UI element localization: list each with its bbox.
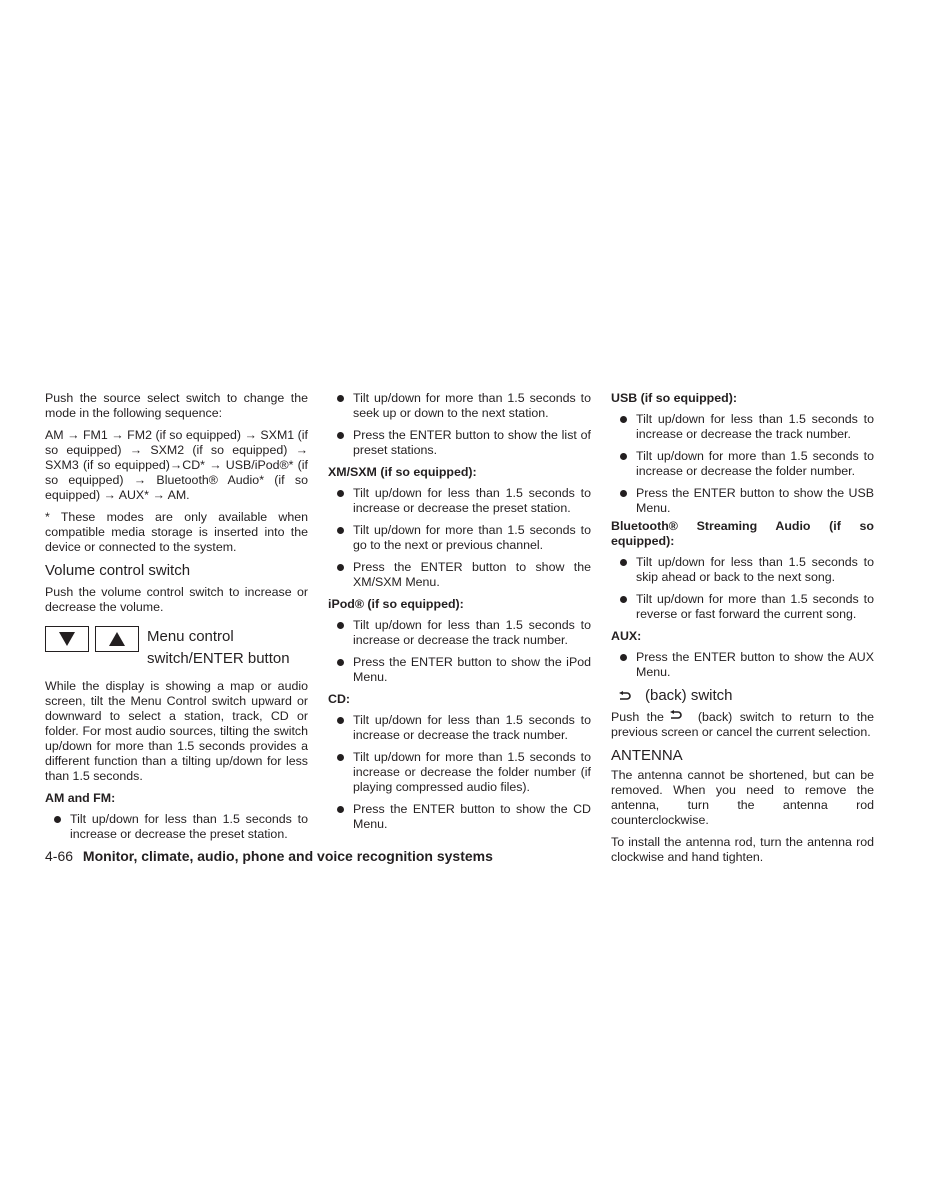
xm-heading: XM/SXM (if so equipped):	[328, 465, 477, 479]
list-item: Tilt up/down for less than 1.5 seconds to increase or decrease the track number.	[328, 713, 591, 743]
back-switch-heading	[611, 687, 874, 705]
column-1	[45, 391, 308, 849]
back-arrow-icon	[670, 710, 682, 721]
ipod-heading: iPod® (if so equipped):	[328, 597, 464, 611]
list-item: Press the ENTER button to show the CD Menu.	[328, 802, 591, 832]
down-triangle-icon	[58, 631, 76, 647]
list-item: Press the ENTER button to show the USB Menu.	[611, 486, 874, 516]
modes-note: * These modes are only available when compatible media storage is inserted into the device or connected to the system.	[45, 510, 308, 554]
amfm-list-1	[45, 812, 308, 842]
list-item: Press the ENTER button to show the XM/SXM Menu.	[328, 560, 591, 590]
menu-title-line2: switch/ENTER button	[147, 650, 290, 667]
up-triangle-icon	[108, 631, 126, 647]
volume-text: Push the volume control switch to increase or decrease the volume.	[45, 585, 308, 614]
back-arrow-icon	[619, 691, 631, 702]
usb-heading: USB (if so equipped):	[611, 391, 737, 405]
aux-list	[611, 650, 874, 680]
amfm-heading: AM and FM:	[45, 791, 116, 805]
list-item: Press the ENTER button to show the list of preset stations.	[328, 428, 591, 458]
list-item: Tilt up/down for more than 1.5 seconds to reverse or fast forward the current song.	[611, 592, 874, 622]
list-item: Tilt up/down for less than 1.5 seconds to increase or decrease the track number.	[328, 618, 591, 648]
intro-text: Push the source select switch to change the mode in the following sequence:	[45, 391, 308, 420]
mode-sequence: AM → FM1 → FM2 (if so equipped) → SXM1 (if so equipped) → SXM2 (if so equipped) → SXM3 (if so equipped)→CD* → USB/iPod®* (if so equipped) → Bluetooth® Audio* (if so equipped) → AUX* → AM.	[45, 428, 308, 502]
back-switch-title: (back) switch	[645, 687, 733, 704]
amfm-list-2	[328, 391, 591, 458]
list-item: Press the ENTER button to show the iPod Menu.	[328, 655, 591, 685]
page-number: 4-66	[45, 848, 74, 864]
down-button-graphic	[45, 626, 89, 652]
list-item: Press the ENTER button to show the AUX Menu.	[611, 650, 874, 680]
list-item: Tilt up/down for more than 1.5 seconds to go to the next or previous channel.	[328, 523, 591, 553]
page-footer	[45, 847, 493, 865]
usb-list	[611, 412, 874, 516]
list-item: Tilt up/down for less than 1.5 seconds to increase or decrease the preset station.	[328, 486, 591, 516]
antenna-text-2: To install the antenna rod, turn the antenna rod clockwise and hand tighten.	[611, 835, 874, 864]
ipod-list	[328, 618, 591, 685]
antenna-heading: ANTENNA	[611, 747, 683, 764]
list-item: Tilt up/down for less than 1.5 seconds to increase or decrease the preset station.	[45, 812, 308, 842]
bluetooth-list	[611, 555, 874, 622]
column-2	[328, 391, 591, 839]
bluetooth-heading: Bluetooth® Streaming Audio (if so equipped):	[611, 519, 874, 548]
antenna-text-1: The antenna cannot be shortened, but can be removed. When you need to remove the antenna, turn the antenna rod counterclockwise.	[611, 768, 874, 827]
list-item: Tilt up/down for less than 1.5 seconds to increase or decrease the track number.	[611, 412, 874, 442]
column-3	[611, 391, 874, 872]
menu-control-heading	[45, 626, 308, 674]
xm-list	[328, 486, 591, 590]
section-title: Monitor, climate, audio, phone and voice recognition systems	[82, 848, 493, 864]
list-item: Tilt up/down for more than 1.5 seconds to seek up or down to the next station.	[328, 391, 591, 421]
list-item: Tilt up/down for more than 1.5 seconds to increase or decrease the folder number (if playing compressed audio files).	[328, 750, 591, 795]
cd-list	[328, 713, 591, 832]
menu-text: While the display is showing a map or audio screen, tilt the Menu Control switch upward or downward to select a station, track, CD or folder. For most audio sources, tilting the switch up/down for more than 1.5 seconds provides a different function than a tilting up/down for less than 1.5 seconds.	[45, 679, 308, 783]
list-item: Tilt up/down for more than 1.5 seconds to increase or decrease the folder number.	[611, 449, 874, 479]
up-button-graphic	[95, 626, 139, 652]
aux-heading: AUX:	[611, 629, 642, 643]
menu-control-title	[147, 626, 290, 670]
list-item: Tilt up/down for less than 1.5 seconds to skip ahead or back to the next song.	[611, 555, 874, 585]
back-text-post: (back) switch to return to the previous screen or cancel the current selection.	[611, 710, 874, 739]
back-text-pre: Push the	[611, 710, 664, 724]
volume-heading: Volume control switch	[45, 562, 191, 579]
back-switch-text	[611, 710, 874, 740]
cd-heading: CD:	[328, 692, 351, 706]
menu-title-line1: Menu control	[147, 628, 234, 645]
